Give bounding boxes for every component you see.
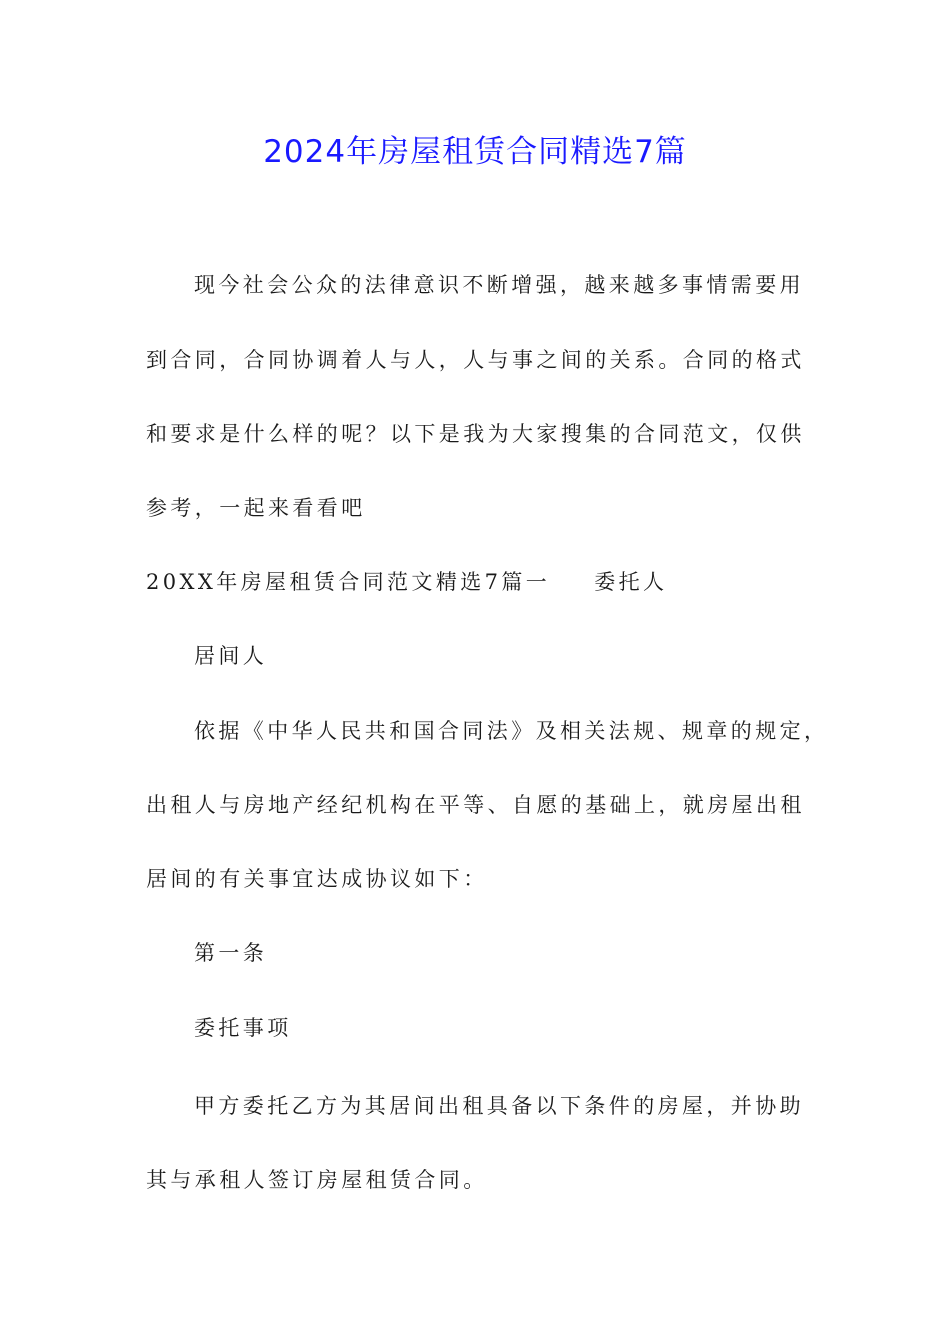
basis-line-3: 居间的有关事宜达成协议如下： <box>146 867 488 891</box>
commission-line-1: 甲方委托乙方为其居间出租具备以下条件的房屋，并协助 <box>194 1094 804 1118</box>
intro-line-2: 到合同，合同协调着人与人，人与事之间的关系。合同的格式 <box>146 348 805 372</box>
intermediary-label: 居间人 <box>194 644 268 668</box>
intro-line-1: 现今社会公众的法律意识不断增强，越来越多事情需要用 <box>194 273 804 297</box>
section-heading-row <box>146 567 667 597</box>
principal-label: 委托人 <box>594 570 668 594</box>
article-1-number: 第一条 <box>194 941 268 965</box>
article-1-title: 委托事项 <box>194 1016 292 1040</box>
intro-line-3: 和要求是什么样的呢？以下是我为大家搜集的合同范文，仅供 <box>146 422 805 446</box>
intro-line-4: 参考，一起来看看吧 <box>146 496 366 520</box>
basis-line-1: 依据《中华人民共和国合同法》及相关法规、规章的规定， <box>194 719 829 743</box>
section-heading: 20XX年房屋租赁合同范文精选7篇一 <box>146 570 551 594</box>
document-title: 2024年房屋租赁合同精选7篇 <box>263 134 687 170</box>
commission-line-2: 其与承租人签订房屋租赁合同。 <box>146 1168 488 1192</box>
basis-line-2: 出租人与房地产经纪机构在平等、自愿的基础上，就房屋出租 <box>146 793 805 817</box>
